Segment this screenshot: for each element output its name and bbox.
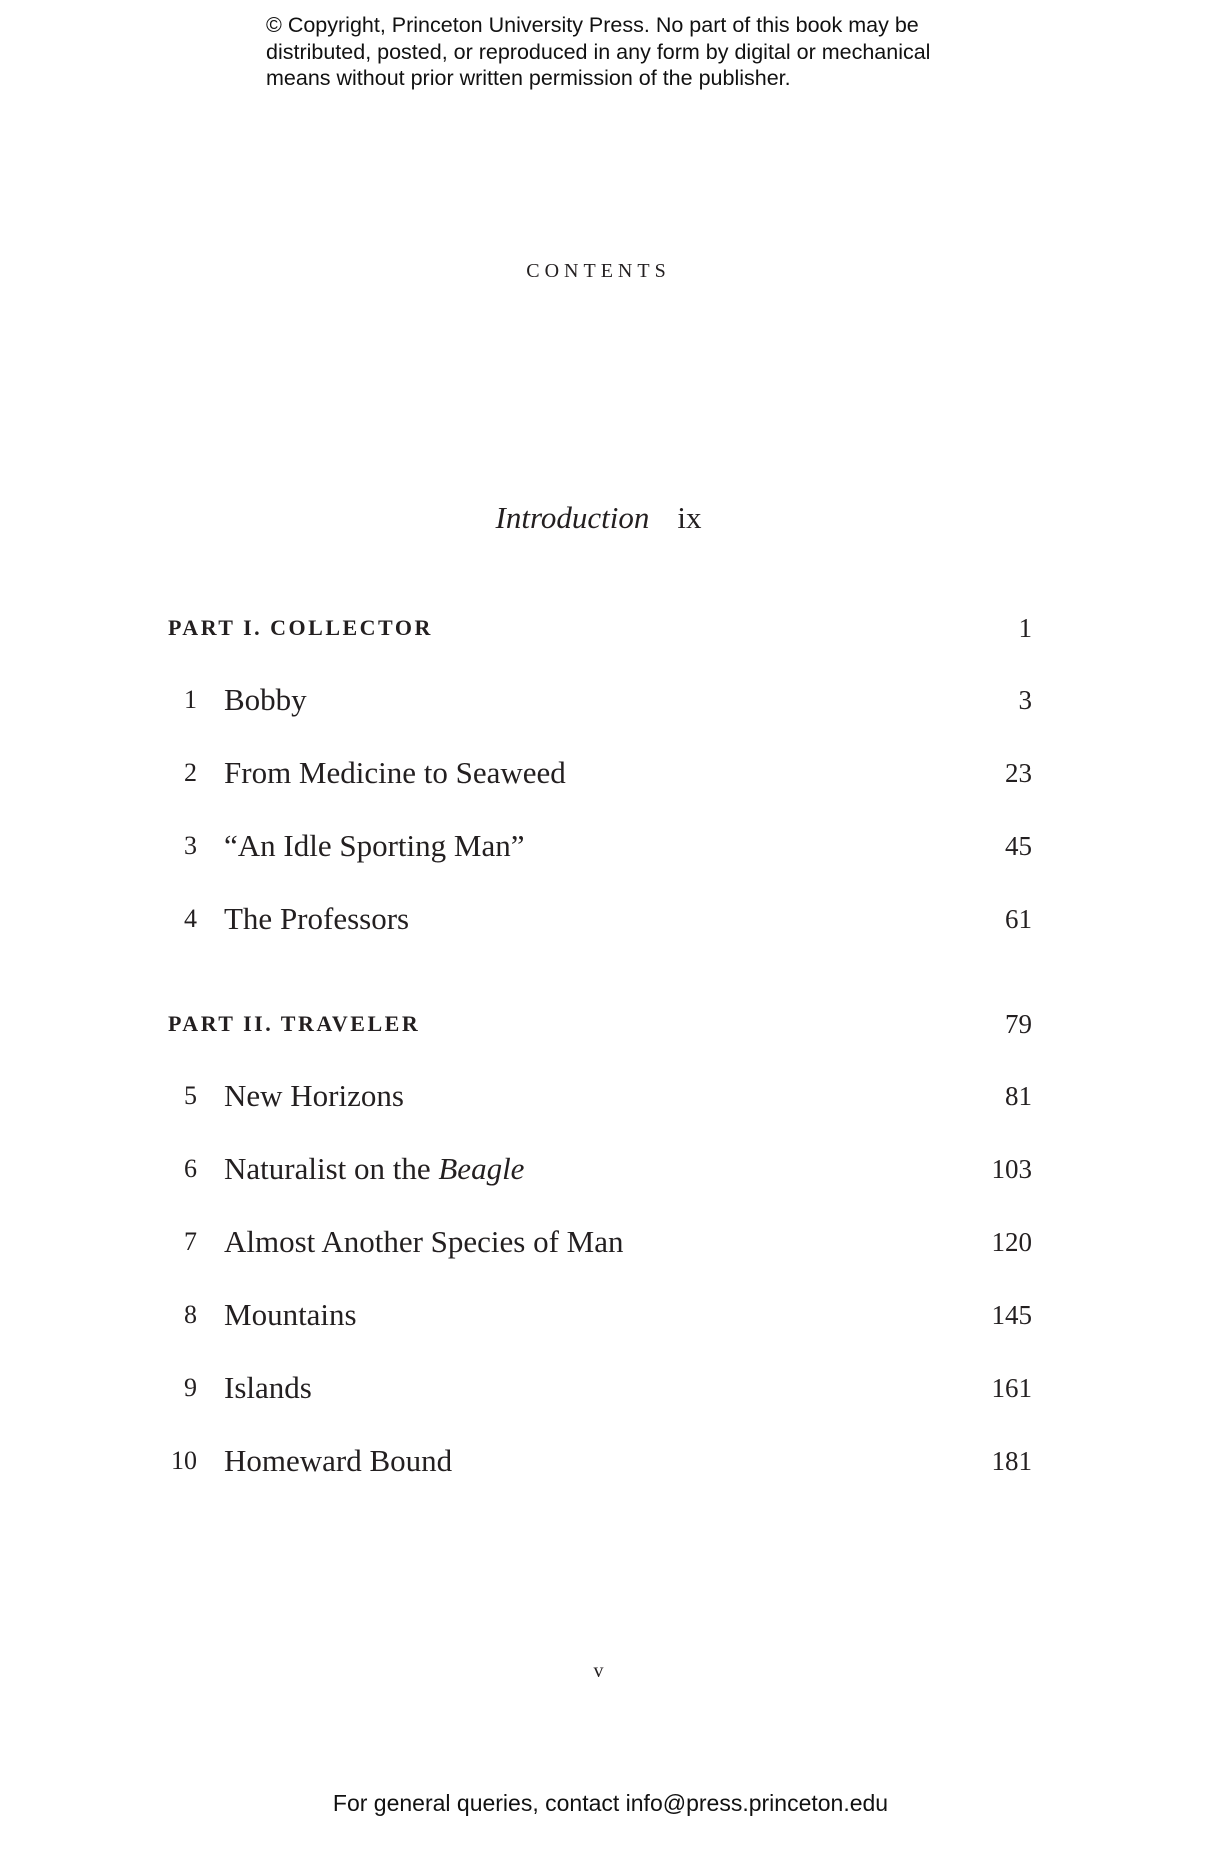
chapter-page: 145 xyxy=(991,1300,1032,1330)
chapter-title: The Professors xyxy=(224,901,410,936)
toc-chapter xyxy=(168,753,1032,793)
chapter-number: 9 xyxy=(184,1373,197,1402)
chapter-title: Islands xyxy=(224,1370,312,1405)
part-page: 1 xyxy=(1018,613,1032,643)
part-label: PART I. COLLECTOR xyxy=(168,615,433,640)
chapter-page: 45 xyxy=(1005,831,1032,861)
chapter-number: 2 xyxy=(184,758,197,787)
chapter-title: Bobby xyxy=(224,682,307,717)
chapter-number: 3 xyxy=(184,831,197,860)
chapter-number: 6 xyxy=(184,1154,197,1183)
chapter-number: 10 xyxy=(171,1446,197,1475)
toc-part-2 xyxy=(168,1004,1032,1044)
chapter-title xyxy=(224,1149,524,1189)
chapter-title: From Medicine to Seaweed xyxy=(224,755,566,790)
chapter-page: 103 xyxy=(991,1154,1032,1184)
toc-part-1 xyxy=(168,608,1032,648)
page-title: contents xyxy=(526,252,671,284)
toc-chapter xyxy=(168,826,1032,866)
copyright-notice xyxy=(266,12,986,92)
toc-chapter xyxy=(168,1295,1032,1335)
copyright-line: © Copyright, Princeton University Press. No part of this book may be xyxy=(266,13,919,37)
chapter-title: Almost Another Species of Man xyxy=(224,1224,624,1259)
toc-chapter xyxy=(168,1441,1032,1481)
chapter-title-text: Naturalist on the xyxy=(224,1151,439,1186)
chapter-number: 8 xyxy=(184,1300,197,1329)
chapter-title: Homeward Bound xyxy=(224,1443,453,1478)
part-label: PART II. TRAVELER xyxy=(168,1011,421,1036)
introduction-title: Introduction xyxy=(495,500,650,535)
toc-chapter xyxy=(168,899,1032,939)
chapter-title: New Horizons xyxy=(224,1078,404,1113)
copyright-line: means without prior written permission of the publisher. xyxy=(266,66,791,90)
chapter-number: 5 xyxy=(184,1081,197,1110)
chapter-page: 161 xyxy=(991,1373,1032,1403)
chapter-number: 4 xyxy=(184,904,197,933)
chapter-page: 120 xyxy=(991,1227,1032,1257)
chapter-title: “An Idle Sporting Man” xyxy=(224,828,525,863)
chapter-title-italic: Beagle xyxy=(438,1151,525,1186)
introduction-page: ix xyxy=(677,500,702,535)
chapter-title: Mountains xyxy=(224,1297,357,1332)
part-page: 79 xyxy=(1005,1009,1032,1039)
page-number: v xyxy=(593,1660,604,1682)
toc-introduction xyxy=(0,500,1197,536)
chapter-page: 3 xyxy=(1018,685,1032,715)
chapter-page: 81 xyxy=(1005,1081,1032,1111)
chapter-page: 61 xyxy=(1005,904,1032,934)
chapter-number: 1 xyxy=(184,685,197,714)
copyright-line: distributed, posted, or reproduced in any form by digital or mechanical xyxy=(266,39,931,64)
chapter-page: 181 xyxy=(991,1446,1032,1476)
toc-chapter xyxy=(168,1149,1032,1189)
toc-chapter xyxy=(168,1368,1032,1408)
footer-contact: For general queries, contact info@press.princeton.edu xyxy=(332,1790,889,1816)
toc-chapter xyxy=(168,1076,1032,1116)
chapter-number: 7 xyxy=(184,1227,197,1256)
toc-chapter xyxy=(168,1222,1032,1262)
chapter-page: 23 xyxy=(1005,758,1032,788)
toc-chapter xyxy=(168,680,1032,720)
